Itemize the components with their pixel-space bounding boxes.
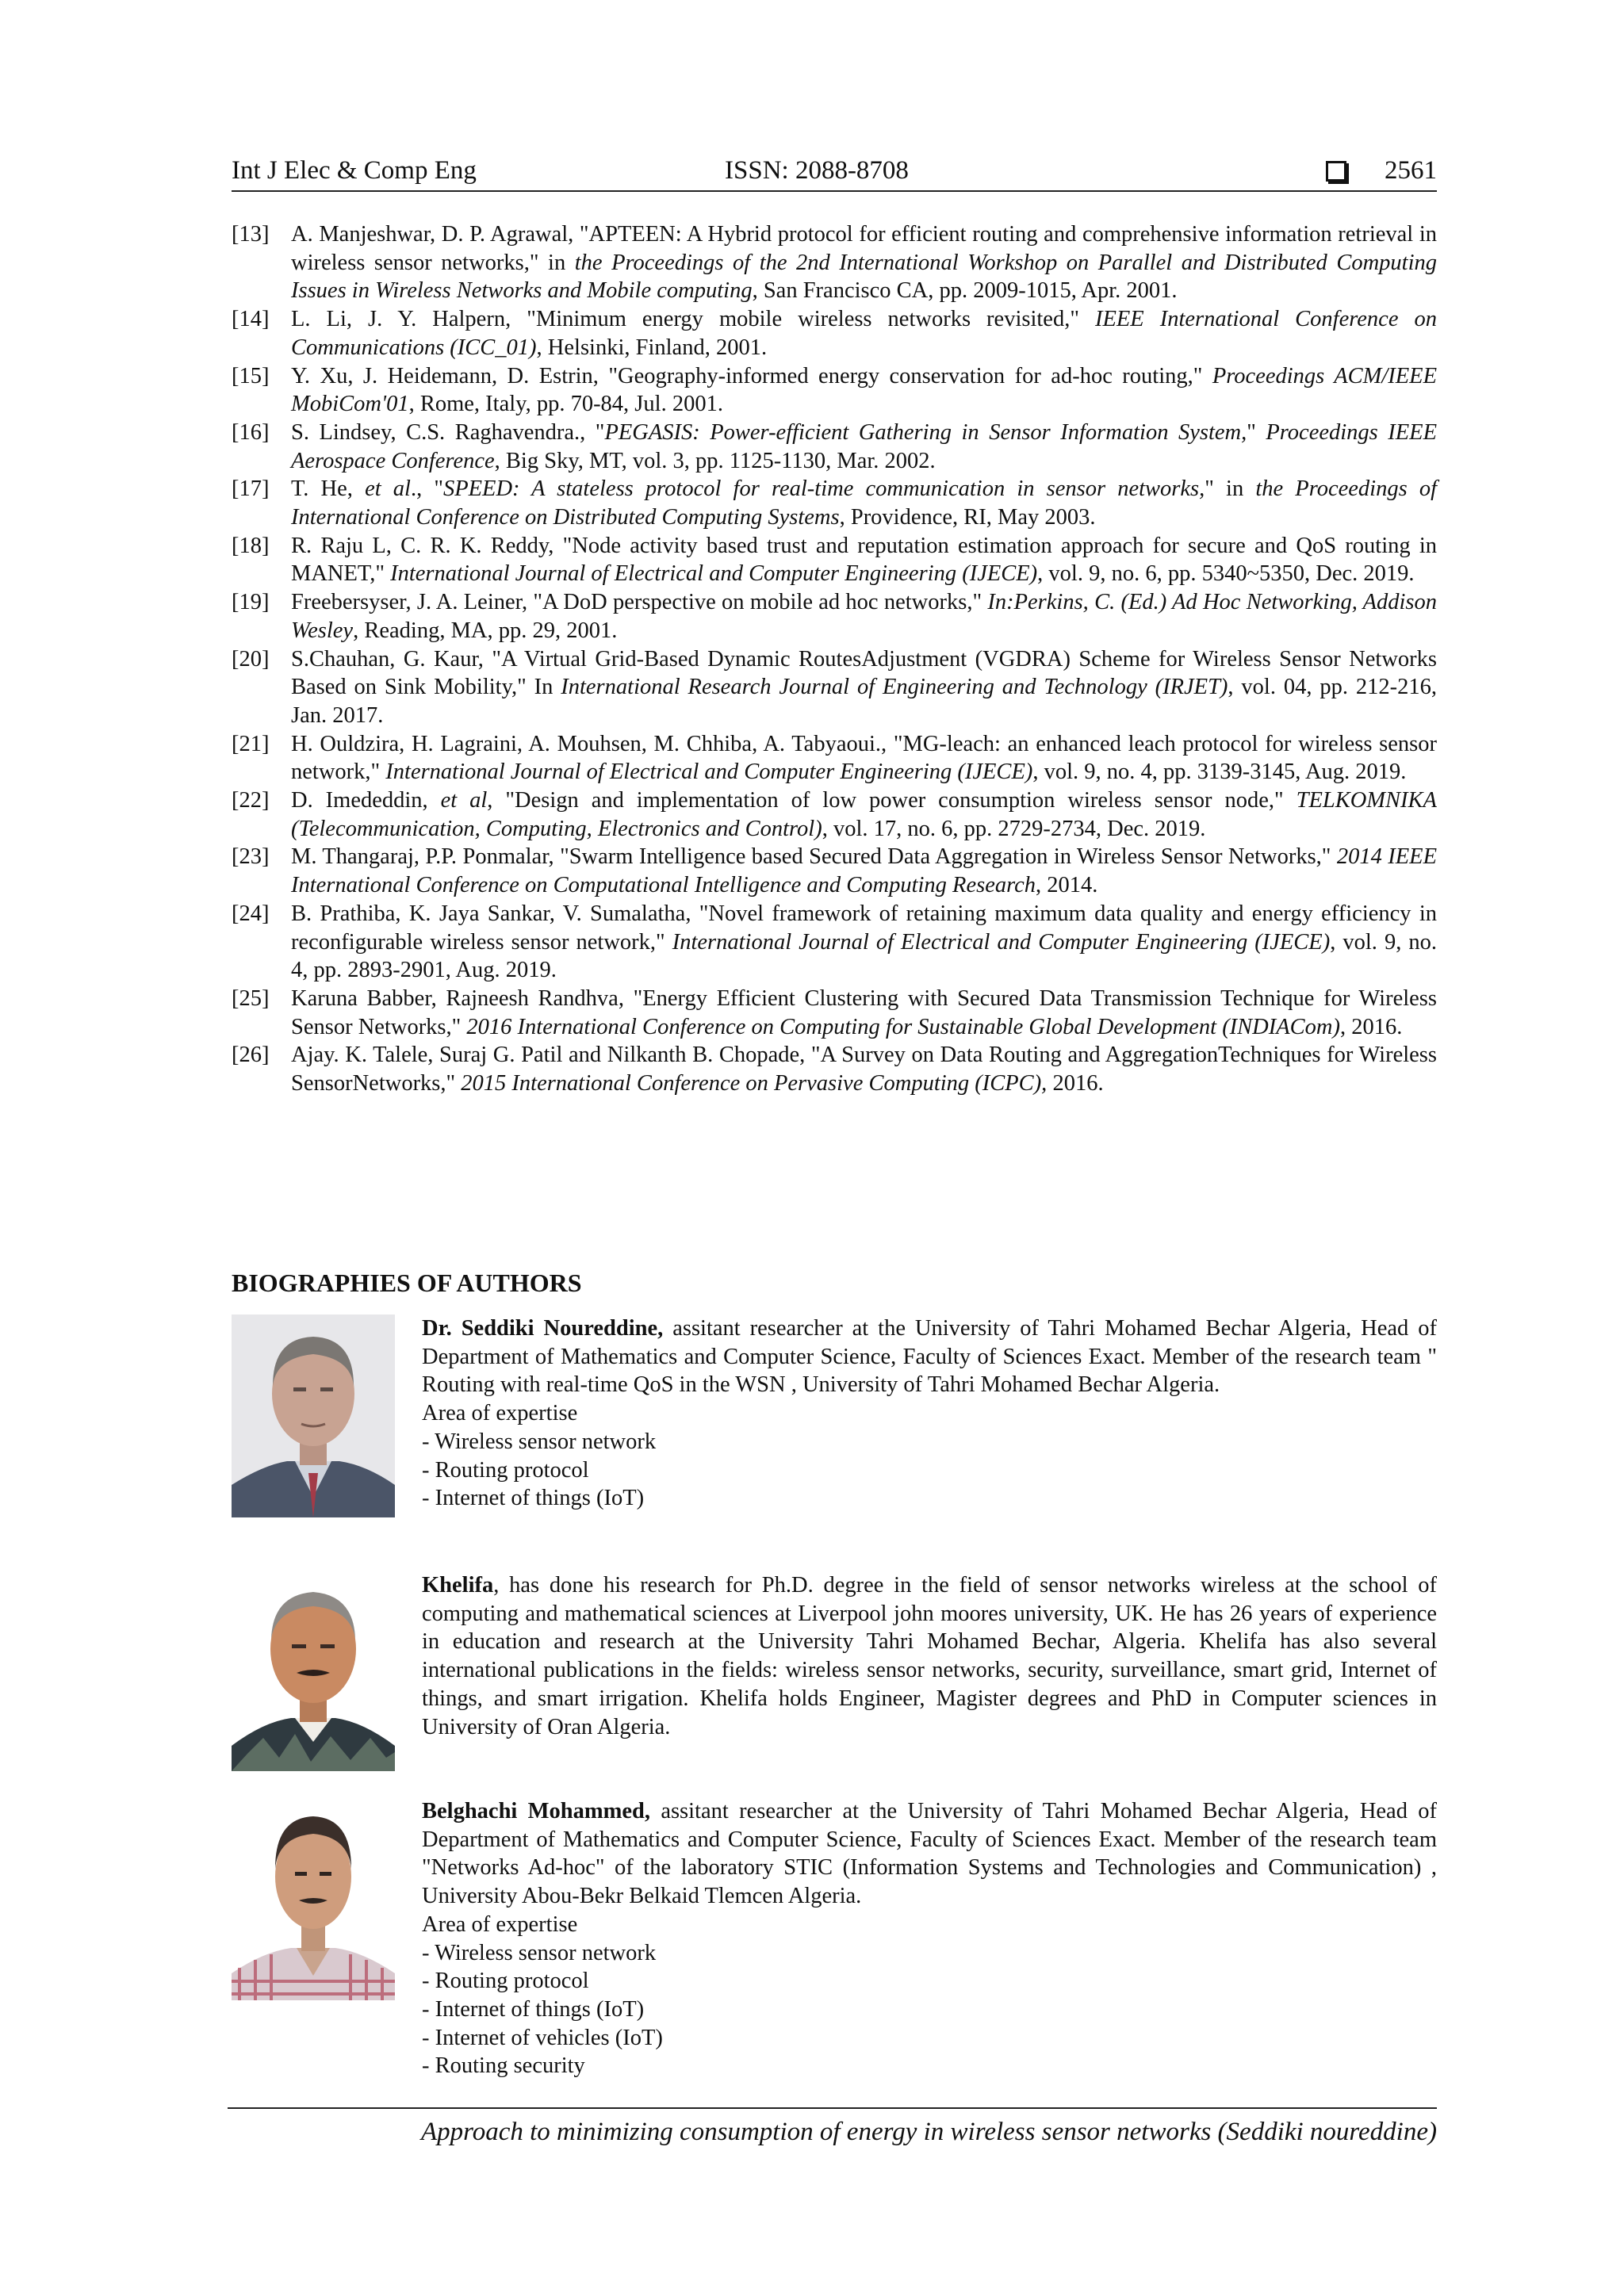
reference-text: , vol. 17, no. 6, pp. 2729-2734, Dec. 2019.	[822, 816, 1206, 841]
reference-number: [23]	[232, 844, 270, 870]
reference-item	[232, 730, 1437, 786]
reference-number: [20]	[232, 646, 270, 672]
reference-number: [15]	[232, 363, 270, 388]
expertise-item: - Internet of things (IoT)	[422, 1996, 645, 2022]
reference-venue: SPEED: A stateless protocol for real-time communication in sensor networks,	[442, 476, 1205, 502]
author-bio-1	[232, 1314, 1437, 1552]
reference-number: [13]	[232, 222, 270, 247]
reference-venue: PEGASIS: Power-efficient Gathering in Sensor Information System,	[604, 419, 1247, 445]
reference-venue: et al	[365, 476, 411, 502]
author-desc-3: assitant researcher at the University of Tahri Mohamed Bechar Algeria, Head of Department of Mathematics and Computer Science, Faculty of Sciences Exact. Member of the research team "Networks Ad-hoc" of the laboratory STIC (Information Systems and Technologies and Communication) , University Abou-Bekr Belkaid Tlemcen Algeria.	[422, 1799, 1437, 1909]
reference-item	[232, 843, 1437, 899]
author-photo-3	[232, 1797, 395, 2000]
reference-text: Y. Xu, J. Heidemann, D. Estrin, "Geography-informed energy conservation for ad-hoc routing,"	[291, 363, 1212, 388]
reference-item	[232, 305, 1437, 362]
reference-text: , Providence, RI, May 2003.	[839, 505, 1096, 530]
reference-number: [26]	[232, 1043, 270, 1068]
reference-number: [14]	[232, 307, 270, 332]
reference-venue: et al	[440, 788, 488, 813]
reference-venue: the Proceedings of the 2nd International Workshop on Parallel and Distributed Computing Issues in Wireless Networks and Mobile computing	[291, 250, 1438, 304]
reference-text: , vol. 9, no. 6, pp. 5340~5350, Dec. 2019.	[1037, 561, 1415, 587]
author-photo-1	[232, 1314, 395, 1517]
running-footer: Approach to minimizing consumption of energy in wireless sensor networks (Seddiki noureddine)	[420, 2118, 1437, 2146]
reference-text: , San Francisco CA, pp. 2009-1015, Apr. 2001.	[752, 278, 1178, 304]
square-icon	[1326, 161, 1346, 182]
reference-text: S.Chauhan, G. Kaur, "A Virtual Grid-Based Dynamic RoutesAdjustment (VGDRA) Scheme for Wireless Sensor Networks Based on Sink Mobility," In	[291, 646, 1437, 700]
reference-number: [17]	[232, 476, 270, 502]
expertise-label-1: Area of expertise	[422, 1401, 578, 1426]
reference-number: [22]	[232, 788, 270, 813]
author-bio-3	[232, 1797, 1437, 2099]
reference-number: [21]	[232, 731, 270, 756]
reference-venue: 2015 International Conference on Pervasive Computing (ICPC),	[461, 1071, 1048, 1096]
reference-text: , Reading, MA, pp. 29, 2001.	[353, 618, 618, 643]
reference-item	[232, 419, 1437, 475]
reference-text: , vol. 04, pp. 212-216, Jan. 2017.	[291, 675, 1437, 728]
reference-venue: Proceedings IEEE Aerospace Conference	[291, 419, 1437, 473]
reference-text: B. Prathiba, K. Jaya Sankar, V. Sumalatha, "Novel framework of retaining maximum data quality and energy efficiency in reconfigurable wireless sensor network,"	[291, 901, 1437, 955]
reference-venue: 2016 International Conference on Computing for Sustainable Global Development (INDIACom)	[466, 1014, 1340, 1039]
author-bio-text-2	[422, 1571, 1437, 1741]
reference-list	[232, 220, 1437, 1098]
reference-venue: Proceedings ACM/IEEE MobiCom'01	[291, 363, 1438, 417]
author-photo-2	[232, 1571, 395, 1771]
reference-venue: International Journal of Electrical and Computer Engineering (IJECE)	[672, 929, 1331, 955]
expertise-item: - Wireless sensor network	[422, 1940, 657, 1965]
reference-item	[232, 645, 1437, 730]
reference-venue: the Proceedings of International Conference on Distributed Computing Systems	[291, 476, 1437, 530]
expertise-item: - Wireless sensor network	[422, 1429, 657, 1454]
reference-text: H. Ouldzira, H. Lagraini, A. Mouhsen, M. Chhiba, A. Tabyaoui., "MG-leach: an enhanced leach protocol for wireless sensor network,"	[291, 731, 1437, 785]
reference-venue: 2014 IEEE International Conference on Computational Intelligence and Computing Research	[291, 844, 1437, 898]
reference-text: R. Raju L, C. R. K. Reddy, "Node activity based trust and reputation estimation approach for secure and QoS routing in MANET,"	[291, 533, 1437, 587]
reference-text: ., "	[410, 476, 443, 502]
reference-text: Ajay. K. Talele, Suraj G. Patil and Nilkanth B. Chopade, "A Survey on Data Routing and AggregationTechniques for Wireless SensorNetworks,"	[291, 1043, 1437, 1096]
reference-item	[232, 900, 1437, 985]
biographies-heading: BIOGRAPHIES OF AUTHORS	[232, 1269, 582, 1297]
reference-item	[232, 362, 1437, 419]
reference-text: Karuna Babber, Rajneesh Randhva, "Energy Efficient Clustering with Secured Data Transmission Technique for Wireless Sensor Networks,"	[291, 985, 1437, 1039]
expertise-item: - Routing protocol	[422, 1969, 589, 1994]
reference-number: [24]	[232, 901, 270, 926]
reference-venue: In:Perkins, C. (Ed.) Ad Hoc Networking, Addison Wesley	[291, 590, 1437, 643]
reference-item	[232, 475, 1437, 531]
running-header	[232, 151, 1437, 190]
reference-text: , vol. 9, no. 4, pp. 2893-2901, Aug. 2019.	[291, 929, 1437, 983]
reference-text: , Big Sky, MT, vol. 3, pp. 1125-1130, Mar. 2002.	[494, 448, 936, 473]
reference-text: M. Thangaraj, P.P. Ponmalar, "Swarm Intelligence based Secured Data Aggregation in Wireless Sensor Networks,"	[291, 844, 1337, 870]
reference-venue: TELKOMNIKA (Telecommunication, Computing, Electronics and Control)	[291, 788, 1437, 841]
reference-text: S. Lindsey, C.S. Raghavendra., "	[291, 419, 605, 445]
reference-text: , 2016.	[1340, 1014, 1403, 1039]
reference-text: , "Design and implementation of low power consumption wireless sensor node,"	[487, 788, 1297, 813]
author-bio-text-1	[422, 1314, 1437, 1513]
journal-name: Int J Elec & Comp Eng	[232, 156, 477, 185]
reference-text: A. Manjeshwar, D. P. Agrawal, "APTEEN: A Hybrid protocol for efficient routing and comprehensive information retrieval in wireless sensor networks," in	[291, 222, 1437, 275]
author-desc-1: assitant researcher at the University of Tahri Mohamed Bechar Algeria, Head of Department of Mathematics and Computer Science, Faculty of Sciences Exact. Member of the research team " Routing with real-time QoS in the WSN , University of Tahri Mohamed Bechar Algeria.	[422, 1316, 1437, 1398]
expertise-item: - Routing protocol	[422, 1457, 589, 1483]
reference-item	[232, 588, 1437, 645]
reference-number: [18]	[232, 533, 270, 558]
reference-number: [16]	[232, 419, 270, 445]
reference-text: , Helsinki, Finland, 2001.	[536, 335, 768, 360]
expertise-item: - Internet of vehicles (IoT)	[422, 2025, 663, 2050]
author-bio-2	[232, 1571, 1437, 1777]
reference-item	[232, 220, 1437, 305]
reference-text: , 2014.	[1036, 873, 1098, 898]
author-bio-text-3	[422, 1797, 1437, 2080]
reference-venue: IEEE International Conference on Communications (ICC_01)	[291, 307, 1437, 360]
reference-item	[232, 985, 1437, 1041]
reference-text: , vol. 9, no. 4, pp. 3139-3145, Aug. 2019.	[1032, 760, 1407, 785]
reference-text: "	[1247, 419, 1266, 445]
reference-text: D. Imededdin,	[291, 788, 441, 813]
expertise-item: - Routing security	[422, 2053, 585, 2079]
author-name-3: Belghachi Mohammed,	[422, 1799, 651, 1823]
reference-venue: International Journal of Electrical and Computer Engineering (IJECE)	[385, 760, 1033, 785]
reference-text: T. He,	[291, 476, 366, 502]
reference-text: L. Li, J. Y. Halpern, "Minimum energy mobile wireless networks revisited,"	[291, 307, 1095, 332]
author-name-2: Khelifa	[422, 1573, 494, 1598]
reference-item	[232, 786, 1437, 843]
footer-rule	[228, 2107, 1437, 2109]
reference-item	[232, 1041, 1437, 1097]
reference-number: [25]	[232, 985, 270, 1011]
reference-venue: International Research Journal of Engineering and Technology (IRJET)	[561, 675, 1228, 700]
expertise-item: - Internet of things (IoT)	[422, 1486, 645, 1511]
reference-text: " in	[1205, 476, 1256, 502]
reference-text: 2016.	[1047, 1071, 1104, 1096]
page-number: 2561	[1385, 156, 1437, 185]
reference-text: Freebersyser, J. A. Leiner, "A DoD perspective on mobile ad hoc networks,"	[291, 590, 988, 615]
issn: ISSN: 2088-8708	[725, 156, 909, 185]
expertise-label-3: Area of expertise	[422, 1911, 578, 1937]
author-desc-2: , has done his research for Ph.D. degree in the field of sensor networks wireless at the school of computing and mathematical sciences at Liverpool john moores university, UK. He has 26 years of experience in education and research at the University Tahri Mohamed Bechar, Algeria. Khelifa has also several international publications in the fields: wireless sensor networks, security, surveillance, smart grid, Internet of things, and smart irrigation. Khelifa holds Engineer, Magister degrees and PhD in Computer sciences in University of Oran Algeria.	[422, 1573, 1437, 1739]
author-name-1: Dr. Seddiki Noureddine,	[422, 1316, 664, 1341]
reference-item	[232, 532, 1437, 588]
reference-text: , Rome, Italy, pp. 70-84, Jul. 2001.	[408, 392, 723, 417]
reference-number: [19]	[232, 590, 270, 615]
header-rule	[232, 190, 1437, 192]
reference-venue: International Journal of Electrical and Computer Engineering (IJECE)	[390, 561, 1038, 587]
